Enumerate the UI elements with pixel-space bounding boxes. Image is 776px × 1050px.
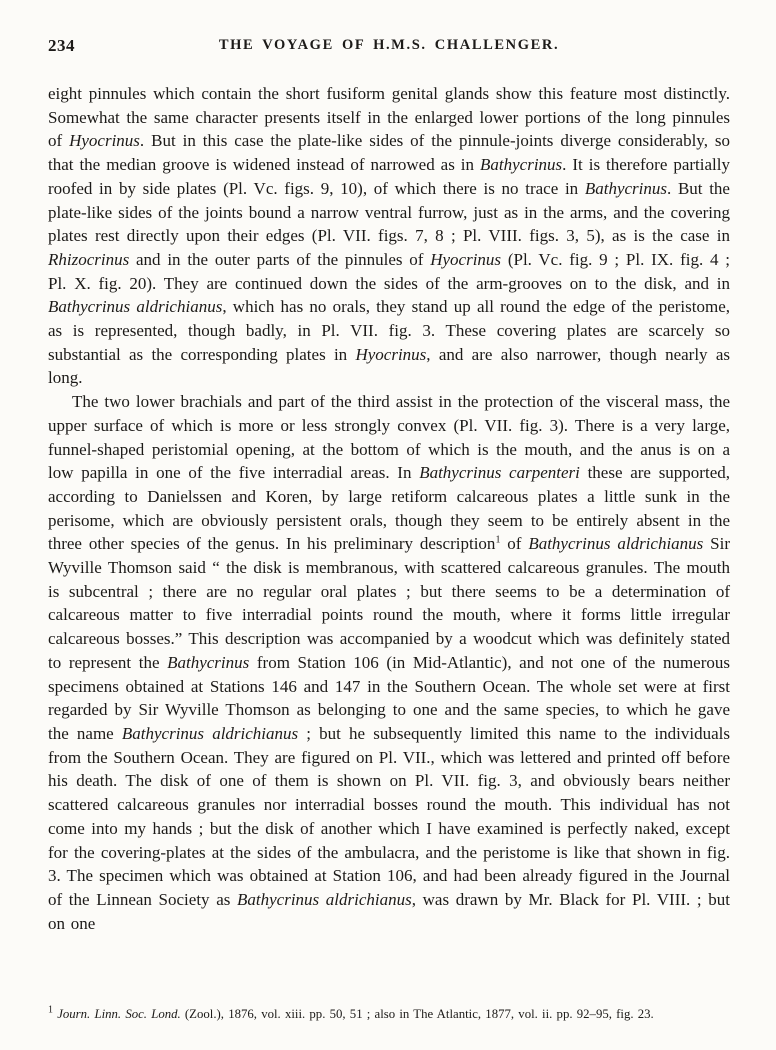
italic-text-run: Bathycrinus aldrichianus [121, 723, 299, 743]
italic-text-run: Bathycrinus aldrichianus [528, 534, 704, 554]
running-title: THE VOYAGE OF H.M.S. CHALLENGER. [218, 37, 560, 53]
paragraph-1 [48, 82, 730, 390]
italic-text-run: Bathycrinus [167, 652, 250, 672]
italic-text-run: Bathycrinus aldrichianus [48, 297, 223, 317]
footnote [48, 1006, 730, 1022]
page-number: 234 [48, 36, 75, 55]
text-run: these are supported, according to Danielssen and Koren, by large retiform calcareous plates a little sunk in the perisome, which are obviously persistent orals, though they seem to be entirely absent in the three other species of the genus. In his preliminary description [48, 463, 730, 554]
italic-text-run: Bathycrinus [480, 155, 563, 175]
text-run: (Pl. Vc. fig. 9 ; Pl. IX. fig. 4 ; Pl. X. fig. 20). They are continued down the sides of the arm-grooves on to the disk, and in [48, 249, 730, 293]
footnote-reference: 1 [495, 534, 501, 546]
running-head [48, 36, 730, 64]
italic-text-run: Bathycrinus [584, 178, 668, 198]
text-run: (Zool.), 1876, vol. xiii. pp. 50, 51 ; also in The Atlantic, 1877, vol. ii. pp. 92–95, fig. 23. [180, 1007, 654, 1021]
text-run: Sir Wyville Thomson said “ the disk is membranous, with scattered calcareous granules. The mouth is subcentral ; there are no regular oral plates ; but there seems to be a determination of calcareous matter to five interradial points round the mouth, where it forms little irregular calcareous bosses.” This description was accompanied by a woodcut which was definitely stated to represent the [48, 534, 730, 672]
text-run: eight pinnules which contain the short fusiform genital glands show this feature most distinctly. Somewhat the same character presents itself in the enlarged lower portions of the long pinnules of [48, 84, 730, 151]
text-run: , was drawn by Mr. Black for Pl. VIII. ; but on one [48, 889, 730, 933]
text-run: from Station 106 (in Mid-Atlantic), and not one of the numerous specimens obtained at Stations 146 and 147 in the Southern Ocean. The whole set were at first regarded by Sir Wyville Thomson as belonging to one and the same species, to which he gave the name [48, 652, 730, 743]
text-run: ; but he subsequently limited this name to the individuals from the Southern Ocean. They are figured on Pl. VII., which was lettered and printed off before his death. The disk of one of them is shown on Pl. VII. fig. 3, and obviously bears neither scattered calcareous granules nor interradial bosses round the mouth. This individual has not come into my hands ; but the disk of another which I have examined is perfectly naked, except for the covering-plates at the sides of the ambulacra, and the peristome is like that shown in fig. 3. The specimen which was obtained at Station 106, and had been already figured in the Journal of the Linnean Society as [48, 723, 730, 909]
text-run: . It is therefore partially roofed in by side plates (Pl. Vc. figs. 9, 10), of which there is no trace in [48, 155, 730, 198]
text-run: . But the plate-like sides of the joints bound a narrow ventral furrow, just as in the arms, and the covering plates rest directly upon their edges (Pl. VII. figs. 7, 8 ; Pl. VIII. figs. 3, 5), as is the case in [48, 178, 730, 246]
footnote-reference: 1 [48, 1004, 53, 1016]
italic-text-run: Hyocrinus [430, 249, 502, 269]
italic-text-run: Rhizocrinus [48, 249, 130, 269]
text-run: . But in this case the plate-like sides of the pinnule-joints diverge considerably, so that the median groove is widened instead of narrowed as in [48, 131, 730, 175]
text-run: , and are also narrower, though nearly as long. [48, 344, 730, 388]
body-text [48, 82, 730, 1002]
text-run: of [500, 534, 529, 554]
text-run: and in the outer parts of the pinnules of [129, 249, 431, 269]
text-run: The two lower brachials and part of the third assist in the protection of the visceral mass, the upper surface of which is more or less strongly convex (Pl. VII. fig. 3). There is a very large, funnel-shaped peristomial opening, at the bottom of which is the mouth, and the anus is on a low papilla in one of the five interradial areas. In [48, 392, 730, 483]
italic-text-run: Bathycrinus aldrichianus [237, 889, 412, 909]
text-run: , which has no orals, they stand up all round the edge of the peristome, as is represented, though badly, in Pl. VII. fig. 3. These covering plates are scarcely so substantial as the corresponding plates in [48, 297, 730, 364]
italic-text-run: Hyocrinus [355, 344, 427, 364]
paragraph-2 [48, 390, 730, 935]
italic-text-run: Hyocrinus [69, 131, 140, 151]
italic-text-run: Journ. Linn. Soc. Lond. [57, 1007, 181, 1021]
italic-text-run: Bathycrinus carpenteri [419, 463, 580, 483]
